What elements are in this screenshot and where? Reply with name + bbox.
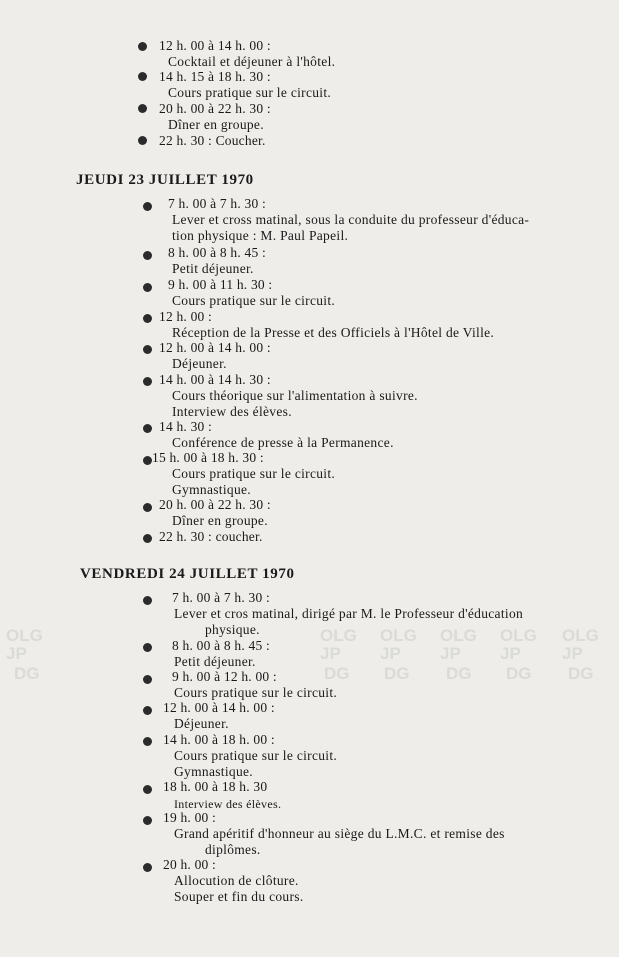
- bullet-icon: [143, 314, 152, 323]
- entry-time: 9 h. 00 à 11 h. 30 :: [168, 277, 273, 292]
- entry-time: 12 h. 00 à 14 h. 00 :: [159, 38, 271, 53]
- bullet-icon: [143, 643, 152, 652]
- watermark-mid: JP: [440, 644, 461, 663]
- entry-time: 12 h. 00 :: [159, 309, 213, 324]
- entry-description: diplômes.: [205, 842, 261, 857]
- entry-description: Déjeuner.: [174, 716, 229, 731]
- bullet-icon: [143, 251, 152, 260]
- entry-time: 19 h. 00 :: [163, 810, 217, 825]
- entry-time: 22 h. 30 : Coucher.: [159, 133, 266, 148]
- watermark-bottom: DG: [324, 664, 350, 683]
- entry-description: Petit déjeuner.: [172, 261, 254, 276]
- entry-time: 14 h. 15 à 18 h. 30 :: [159, 69, 271, 84]
- watermark-top: OLG: [6, 626, 43, 645]
- entry-description: Interview des élèves.: [172, 404, 292, 419]
- bullet-icon: [143, 202, 152, 211]
- day-heading: VENDREDI 24 JUILLET 1970: [80, 566, 295, 582]
- entry-description: tion physique : M. Paul Papeil.: [172, 228, 349, 243]
- entry-description: physique.: [205, 622, 260, 637]
- watermark-top: OLG: [500, 626, 537, 645]
- entry-description: Cours pratique sur le circuit.: [172, 466, 336, 481]
- bullet-icon: [143, 816, 152, 825]
- entry-time: 14 h. 00 à 14 h. 30 :: [159, 372, 271, 387]
- entry-time: 8 h. 00 à 8 h. 45 :: [172, 638, 270, 653]
- entry-description: Cours pratique sur le circuit.: [174, 685, 338, 700]
- entry-time: 14 h. 00 à 18 h. 00 :: [163, 732, 275, 747]
- entry-time: 7 h. 00 à 7 h. 30 :: [172, 590, 270, 605]
- entry-description: Lever et cross matinal, sous la conduite du professeur d'éduca-: [172, 212, 530, 227]
- entry-description: Dîner en groupe.: [168, 117, 264, 132]
- entry-description: Dîner en groupe.: [172, 513, 268, 528]
- bullet-icon: [143, 283, 152, 292]
- entry-description: Petit déjeuner.: [174, 654, 256, 669]
- entry-description: Déjeuner.: [172, 356, 227, 371]
- entry-time: 20 h. 00 à 22 h. 30 :: [159, 497, 271, 512]
- bullet-icon: [138, 72, 147, 81]
- entry-description: Cours pratique sur le circuit.: [168, 85, 332, 100]
- watermark-bottom: DG: [446, 664, 472, 683]
- watermark-mid: JP: [562, 644, 583, 663]
- entry-description: Grand apéritif d'honneur au siège du L.M.C. et remise des: [174, 826, 505, 841]
- watermark-top: OLG: [320, 626, 357, 645]
- watermark-bottom: DG: [14, 664, 40, 683]
- entry-description: Cocktail et déjeuner à l'hôtel.: [168, 54, 336, 69]
- entry-description: Cours pratique sur le circuit.: [174, 748, 338, 763]
- entry-time: 12 h. 00 à 14 h. 00 :: [159, 340, 271, 355]
- bullet-icon: [143, 503, 152, 512]
- entry-time: 8 h. 00 à 8 h. 45 :: [168, 245, 266, 260]
- entry-description: Gymnastique.: [174, 764, 253, 779]
- entry-description: Interview des élèves.: [174, 797, 282, 811]
- bullet-icon: [143, 706, 152, 715]
- bullet-icon: [143, 737, 152, 746]
- bullet-icon: [143, 785, 152, 794]
- watermark-bottom: DG: [506, 664, 532, 683]
- bullet-icon: [138, 136, 147, 145]
- watermark-mid: JP: [6, 644, 27, 663]
- watermark-bottom: DG: [384, 664, 410, 683]
- bullet-icon: [143, 456, 152, 465]
- entry-time: 20 h. 00 à 22 h. 30 :: [159, 101, 271, 116]
- watermark-top: OLG: [380, 626, 417, 645]
- entry-description: Souper et fin du cours.: [174, 889, 304, 904]
- entry-time: 22 h. 30 : coucher.: [159, 529, 263, 544]
- entry-time: 7 h. 00 à 7 h. 30 :: [168, 196, 266, 211]
- watermark-top: OLG: [440, 626, 477, 645]
- bullet-icon: [143, 424, 152, 433]
- bullet-icon: [143, 863, 152, 872]
- watermark-bottom: DG: [568, 664, 594, 683]
- entry-time: 9 h. 00 à 12 h. 00 :: [172, 669, 277, 684]
- entry-description: Gymnastique.: [172, 482, 251, 497]
- entry-description: Lever et cros matinal, dirigé par M. le Professeur d'éducation: [174, 606, 524, 621]
- entry-time: 12 h. 00 à 14 h. 00 :: [163, 700, 275, 715]
- watermark-top: OLG: [562, 626, 599, 645]
- bullet-icon: [138, 104, 147, 113]
- entry-description: Conférence de presse à la Permanence.: [172, 435, 394, 450]
- entry-time: 18 h. 00 à 18 h. 30: [163, 779, 268, 794]
- bullet-icon: [143, 534, 152, 543]
- entry-description: Cours pratique sur le circuit.: [172, 293, 336, 308]
- watermark-mid: JP: [320, 644, 341, 663]
- bullet-icon: [138, 42, 147, 51]
- bullet-icon: [143, 345, 152, 354]
- bullet-icon: [143, 596, 152, 605]
- entry-time: 15 h. 00 à 18 h. 30 :: [152, 450, 264, 465]
- entry-time: 14 h. 30 :: [159, 419, 213, 434]
- bullet-icon: [143, 675, 152, 684]
- entry-time: 20 h. 00 :: [163, 857, 217, 872]
- watermark-mid: JP: [380, 644, 401, 663]
- entry-description: Réception de la Presse et des Officiels à l'Hôtel de Ville.: [172, 325, 495, 340]
- day-heading: JEUDI 23 JUILLET 1970: [76, 172, 254, 188]
- watermark-mid: JP: [500, 644, 521, 663]
- entry-description: Allocution de clôture.: [174, 873, 299, 888]
- bullet-icon: [143, 377, 152, 386]
- entry-description: Cours théorique sur l'alimentation à suivre.: [172, 388, 418, 403]
